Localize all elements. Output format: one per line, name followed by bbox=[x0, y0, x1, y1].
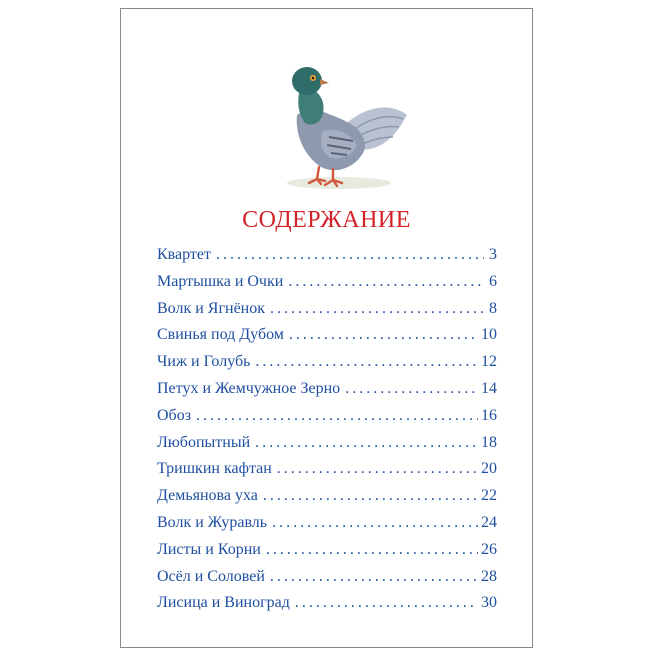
dot-leader bbox=[272, 514, 478, 532]
toc-entry bbox=[157, 273, 497, 300]
toc-entry bbox=[157, 353, 497, 380]
toc-entry bbox=[157, 246, 497, 273]
toc-entry bbox=[157, 380, 497, 407]
toc-entry-page: 22 bbox=[481, 487, 497, 505]
toc-entry-title: Чиж и Голубь bbox=[157, 353, 251, 371]
table-of-contents bbox=[157, 246, 497, 621]
toc-entry-page: 6 bbox=[489, 272, 497, 290]
book-page bbox=[120, 8, 533, 648]
dot-leader bbox=[288, 273, 484, 291]
dot-leader bbox=[270, 300, 484, 318]
dot-leader bbox=[255, 434, 478, 452]
toc-entry bbox=[157, 300, 497, 327]
toc-entry-page: 12 bbox=[481, 353, 497, 371]
toc-entry-title: Свинья под Дубом bbox=[157, 326, 284, 344]
toc-entry-page: 3 bbox=[489, 246, 497, 263]
toc-entry-page: 14 bbox=[481, 379, 497, 397]
dot-leader bbox=[295, 594, 478, 612]
toc-entry-title: Листы и Корни bbox=[157, 540, 261, 558]
dot-leader bbox=[266, 541, 478, 559]
toc-entry-page: 16 bbox=[481, 406, 497, 424]
toc-entry-page: 30 bbox=[481, 594, 497, 612]
dot-leader bbox=[216, 246, 484, 264]
dot-leader bbox=[196, 407, 478, 425]
toc-entry-page: 18 bbox=[481, 433, 497, 451]
toc-entry-title: Квартет bbox=[157, 246, 211, 263]
toc-entry bbox=[157, 541, 497, 568]
toc-entry-page: 24 bbox=[481, 513, 497, 531]
toc-entry-page: 10 bbox=[481, 326, 497, 344]
page-title: СОДЕРЖАНИЕ bbox=[242, 207, 411, 233]
toc-entry-title: Тришкин кафтан bbox=[157, 460, 272, 478]
toc-entry bbox=[157, 407, 497, 434]
toc-entry-title: Петух и Жемчужное Зерно bbox=[157, 379, 341, 397]
toc-entry-title: Волк и Ягнёнок bbox=[157, 299, 266, 317]
toc-entry bbox=[157, 514, 497, 541]
toc-entry-title: Лисица и Виноград bbox=[157, 594, 290, 612]
toc-entry bbox=[157, 568, 497, 595]
toc-entry-title: Демьянова уха bbox=[157, 487, 258, 505]
toc-entry-page: 20 bbox=[481, 460, 497, 478]
dot-leader bbox=[277, 460, 478, 478]
toc-entry-title: Любопытный bbox=[157, 433, 251, 451]
toc-entry bbox=[157, 594, 497, 621]
toc-entry-title: Осёл и Соловей bbox=[157, 567, 265, 585]
toc-entry-title: Обоз bbox=[157, 406, 192, 424]
toc-entry-title: Мартышка и Очки bbox=[157, 272, 284, 290]
toc-entry-page: 8 bbox=[489, 299, 497, 317]
toc-entry bbox=[157, 487, 497, 514]
dot-leader bbox=[255, 353, 478, 371]
toc-entry bbox=[157, 326, 497, 353]
pigeon-illustration bbox=[269, 53, 411, 195]
dot-leader bbox=[263, 487, 478, 505]
toc-entry bbox=[157, 434, 497, 461]
dot-leader bbox=[345, 380, 478, 398]
toc-entry-title: Волк и Журавль bbox=[157, 513, 268, 531]
toc-entry-page: 28 bbox=[481, 567, 497, 585]
toc-entry bbox=[157, 460, 497, 487]
dot-leader bbox=[289, 326, 478, 344]
dot-leader bbox=[270, 568, 478, 586]
toc-entry-page: 26 bbox=[481, 540, 497, 558]
